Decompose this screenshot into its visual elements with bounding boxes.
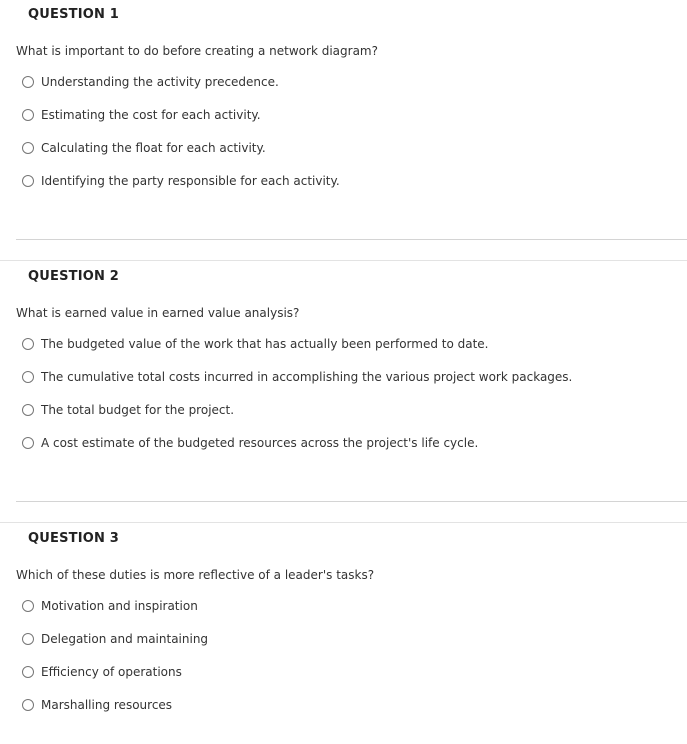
answer-option[interactable]	[22, 336, 489, 352]
radio-button[interactable]	[22, 371, 34, 383]
radio-button[interactable]	[22, 76, 34, 88]
radio-button[interactable]	[22, 600, 34, 612]
section-divider	[0, 260, 687, 261]
section-divider	[0, 522, 687, 523]
answer-option[interactable]	[22, 435, 478, 451]
radio-button[interactable]	[22, 633, 34, 645]
answer-option[interactable]	[22, 697, 172, 713]
answer-option[interactable]	[22, 173, 340, 189]
answer-option[interactable]	[22, 140, 266, 156]
radio-button[interactable]	[22, 338, 34, 350]
radio-button[interactable]	[22, 699, 34, 711]
answer-option[interactable]	[22, 631, 208, 647]
answer-option[interactable]	[22, 107, 261, 123]
answer-option-label: Estimating the cost for each activity.	[41, 108, 261, 122]
answer-option-label: Understanding the activity precedence.	[41, 75, 279, 89]
answer-option[interactable]	[22, 402, 234, 418]
question-title: QUESTION 3	[28, 531, 120, 546]
question-divider	[16, 239, 687, 240]
answer-option-label: Calculating the float for each activity.	[41, 141, 266, 155]
question-divider	[16, 501, 687, 502]
answer-option-label: The cumulative total costs incurred in accomplishing the various project work packages.	[41, 370, 573, 384]
answer-option-label: Identifying the party responsible for each activity.	[41, 174, 340, 188]
question-text: Which of these duties is more reflective of a leader's tasks?	[16, 568, 375, 582]
radio-button[interactable]	[22, 404, 34, 416]
question-text: What is important to do before creating a network diagram?	[16, 44, 378, 58]
radio-button[interactable]	[22, 109, 34, 121]
question-title: QUESTION 1	[28, 7, 120, 22]
answer-option[interactable]	[22, 369, 572, 385]
answer-option-label: Marshalling resources	[41, 698, 173, 712]
radio-button[interactable]	[22, 142, 34, 154]
question-title: QUESTION 2	[28, 269, 120, 284]
answer-option-label: Efficiency of operations	[41, 665, 182, 679]
radio-button[interactable]	[22, 175, 34, 187]
answer-option-label: Motivation and inspiration	[41, 599, 198, 613]
question-text: What is earned value in earned value analysis?	[16, 306, 300, 320]
radio-button[interactable]	[22, 437, 34, 449]
radio-button[interactable]	[22, 666, 34, 678]
answer-option[interactable]	[22, 664, 182, 680]
answer-option-label: The total budget for the project.	[41, 403, 235, 417]
answer-option-label: A cost estimate of the budgeted resources across the project's life cycle.	[41, 436, 479, 450]
answer-option[interactable]	[22, 74, 279, 90]
answer-option[interactable]	[22, 598, 198, 614]
answer-option-label: The budgeted value of the work that has actually been performed to date.	[41, 337, 489, 351]
answer-option-label: Delegation and maintaining	[41, 632, 209, 646]
